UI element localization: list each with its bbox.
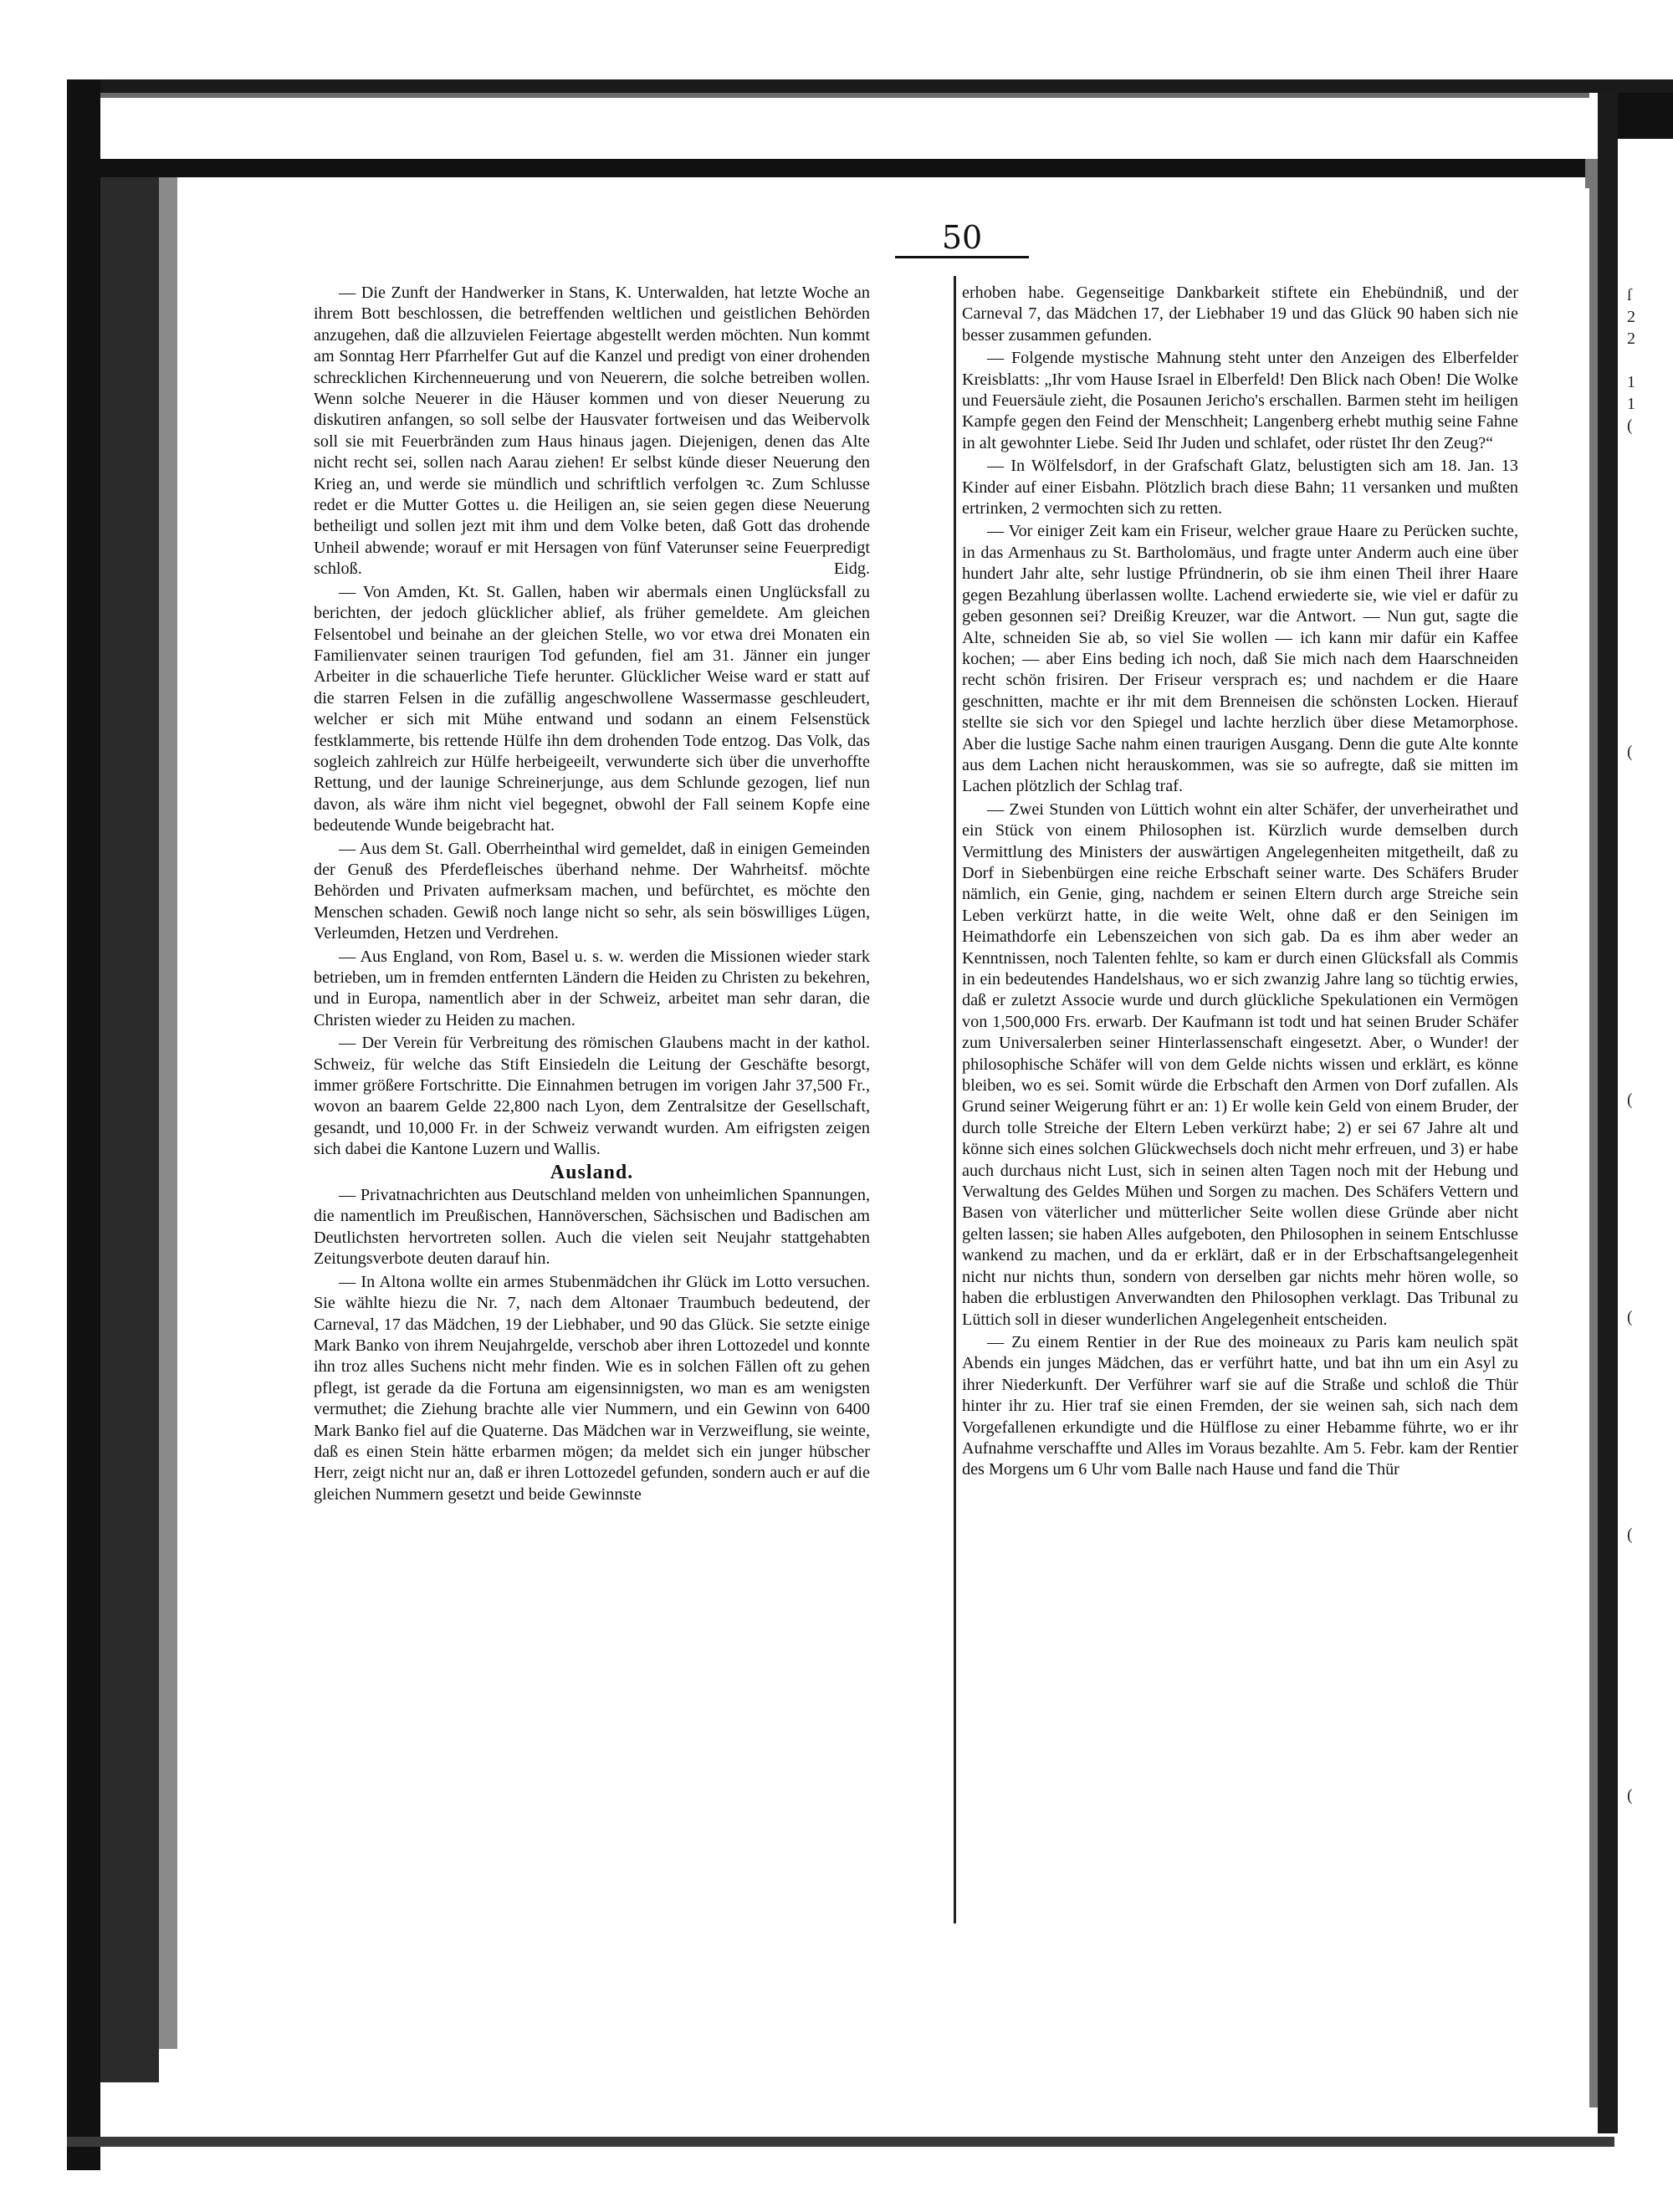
scan-edge-top-shadow [67, 93, 1589, 98]
edge-fragment [1627, 610, 1673, 632]
adjacent-page-fragment [1627, 284, 1673, 1805]
edge-fragment [1627, 458, 1673, 480]
article-text: — Zu einem Rentier in der Rue des moineaux zu Paris kam neulich spät Abends ein junges Mädchen, das er verführt hatte, und bat ihn um ein Asyl zu ihrer Niederkunft. Der Verführer warf sie auf die Straße und schloß die Thür hinter ihr zu. Hier traf sie einen Fremden, der sie weinen sah, sich nach dem Vorgefallenen erkundigte und die Hülflose zu einer Hebamme führte, wo er ihr Aufnahme verschaffte und Alles im Voraus bezahlte. Am 5. Febr. kam der Rentier des Morgens um 6 Uhr vom Balle nach Hause und fand die Thür [962, 1332, 1518, 1479]
edge-fragment [1627, 676, 1673, 697]
article-paragraph [962, 283, 1518, 346]
edge-fragment: 2 [1627, 330, 1635, 348]
edge-fragment [1627, 1154, 1673, 1176]
edge-fragment: ( [1627, 416, 1633, 435]
article-text: — Vor einiger Zeit kam ein Friseur, welcher graue Haare zu Perücken suchte, in das Armenhaus zu St. Bartholomäus, und fragte unter Anderm auch eine über hundert Jahr alte, sehr lustige Pfründnerin, ob sie ihm einen Theil ihrer Haare gegen Bezahlung überlassen wollte. Lachend erwiederte sie, wie viel er dafür zu geben gesonnen sei? Dreißig Kreuzer, war die Antwort. — Nun gut, sagte die Alte, schneiden Sie ab, so viel Sie wollen — ich kann mir dafür ein Kaffee kochen; — aber Eins beding ich noch, daß Sie mich nach dem Haarschneiden recht schön frisiren. Der Friseur versprach es; und nachdem er die Haare geschnitten, machte er ihr mit dem Brenneisen die schönsten Locken. Hierauf stellte sie sich vor den Spiegel und lachte herzlich über diese Metamorphose. Aber die lustige Sache nahm einen traurigen Ausgang. Denn die gute Alte konnte aus dem Lachen nicht herauskommen, was sie so aufregte, daß sie mitten im Lachen plötzlich der Schlag traf. [962, 522, 1518, 796]
edge-fragment [1627, 937, 1673, 958]
edge-fragment: 1 [1627, 373, 1635, 391]
edge-fragment [1627, 980, 1673, 1002]
edge-fragment [1627, 1024, 1673, 1045]
article-paragraph [962, 456, 1518, 519]
scan-edge-left [67, 79, 100, 2170]
edge-fragment [1627, 1763, 1673, 1785]
edge-fragment [1627, 1698, 1673, 1719]
article-text: — Zwei Stunden von Lüttich wohnt ein alter Schäfer, der unverheirathet und ein Stück von einem Philosophen ist. Kürzlich wurde demselben durch Vermittlung des Ministers der auswärtigen Angelegenheiten mitgetheilt, daß zu Dorf in Siebenbürgen eine reiche Erbschaft seiner warte. Des Schäfers Bruder nämlich, ein Genie, ging, nachdem er seinen Eltern durch arge Streiche sein Leben verkürzt hatte, in die weite Welt, ohne daß er den Seinigen im Heimathdorfe ein Lebenszeichen von sich gab. Da es ihm aber weder an Kenntnissen, noch Talenten fehlte, so kam er durch einen Glücksfall als Commis in ein bedeutendes Handelshaus, wo er sich zwanzig Jahre lang so tüchtig erwies, daß er zuletzt Associe wurde und durch glückliche Spekulationen ein Vermögen von 1,500,000 Frs. erwarb. Der Kaufmann ist todt und hat seinen Bruder Schäfer zum Universalerben seiner Hinterlassenschaft eingesetzt. Aber, o Wunder! der philosophische Schäfer will von dem Gelde nichts wissen und erklärt, es könne bleiben, wo es sei. Somit würde die Erbschaft den Armen von Dorf zufallen. Als Grund seiner Weigerung führt er an: 1) Er wolle kein Geld von einem Bruder, der durch tolle Streiche der Eltern Leben verkürzt habe; 2) er sei 67 Jahre alt und könne sich eines solchen Glückwechsels doch nicht mehr erfreuen, und 3) er habe auch durchaus nicht Lust, sich in seinen alten Tagen noch mit der Hebung und Verwaltung des Geldes Mühen und Sorgen zu machen. Des Schäfers Vettern und Basen von väterlicher und mütterlicher Seite wollen diese Gründe aber nicht gelten lassen; sie haben Alles aufgeboten, den Philosophen in seinem Entschlusse wankend zu machen, und da er erklärt, daß er in der Erbschaftsangelegenheit nicht nur nichts thun, sondern von derselben gar nichts mehr hören wolle, so haben die erblustigen Anverwandten den Philosophen verklagt. Das Tribunal zu Lüttich soll in dieser wunderlichen Angelegenheit entscheiden. [962, 799, 1518, 1329]
article-text: — Folgende mystische Mahnung steht unter den Anzeigen des Elberfelder Kreisblatts: „Ihr vom Hause Israel in Elberfeld! Den Blick nach Oben! Die Wolke und Feuersäule zieht, die Posaunen Jericho's erschallen. Barmen steht im heiligen Kampfe gegen den Feind der Menschheit; Langenberg erhebt muthig seine Fahne in alt gewohnter Liebe. Seid Ihr Juden und schlafet, oder rüstet Ihr den Zeug?“ [962, 349, 1518, 452]
edge-fragment [1627, 1719, 1673, 1741]
edge-fragment [1627, 784, 1673, 806]
scan-edge-top [67, 79, 1673, 93]
edge-fragment [1627, 1219, 1673, 1241]
edge-fragment [1627, 1328, 1673, 1350]
edge-fragment: ( [1627, 1786, 1633, 1805]
edge-fragment [1627, 763, 1673, 784]
edge-fragment [1627, 850, 1673, 871]
edge-fragment: 2 [1627, 308, 1635, 326]
edge-fragment [1627, 1676, 1673, 1698]
edge-fragment: ( [1627, 1308, 1633, 1326]
article-text: — In Wölfelsdorf, in der Grafschaft Glatz, belustigten sich am 18. Jan. 13 Kinder auf einer Eisbahn. Plötzlich brach diese Bahn; 11 versanken und mußten ertrinken, 2 vermochten sich zu retten. [962, 457, 1518, 519]
scan-edge-left-inner [100, 159, 159, 2082]
edge-fragment [1627, 1372, 1673, 1393]
edge-fragment [1627, 480, 1673, 502]
edge-fragment [1627, 1611, 1673, 1632]
scan-edge-bottom [67, 2137, 1614, 2147]
edge-fragment [1627, 828, 1673, 850]
article-paragraph [314, 582, 870, 837]
edge-fragment [1627, 806, 1673, 828]
edge-fragment [1627, 1176, 1673, 1198]
article-paragraph [314, 839, 870, 945]
edge-fragment: 1 [1627, 395, 1635, 413]
edge-fragment [1627, 1393, 1673, 1415]
article-text: erhoben habe. Gegenseitige Dankbarkeit stiftete ein Ehebündniß, und der Carneval 7, das Mädchen 17, der Liebhaber 19 und das Glück 90 haben sich nie besser zusammen gefunden. [962, 284, 1518, 345]
edge-fragment [1627, 1589, 1673, 1611]
edge-fragment [1627, 1741, 1673, 1763]
edge-fragment [1627, 893, 1673, 915]
edge-fragment [1627, 1132, 1673, 1154]
article-text: — Die Zunft der Handwerker in Stans, K. Unterwalden, hat letzte Woche an ihrem Bott beschlossen, die betreffenden weltlichen und geistlichen Behörden anzugehen, daß die allzuvielen Feiertage abgestellt werden möchten. Nun kommt am Sonntag Herr Pfarrhelfer Gut auf die Kanzel und predigt von einer drohenden schrecklichen Kirchenneuerung und von Neuerern, die solche betreiben wollen. Wenn solche Neuerer in die Häuser kommen und von dieser Neuerung zu diskutiren anfangen, so soll selbe der Hausvater fortweisen und das Weibervolk soll sie mit Feuerbränden zum Haus hinaus jagen. Diejenigen, denen das Alte nicht recht sei, sollen nach Aarau ziehen! Er selbst künde dieser Neuerung den Krieg an, und werde sie mündlich und schriftlich verfolgen ꝛc. Zum Schlusse redet er die Mutter Gottes u. die Heiligen an, sie seien gegen diese Neuerung betheiligt und sollen jezt mit ihm und dem Volke beten, daß Gott das drohende Unheil abwende; worauf er mit Hersagen von fünf Vaterunser seine Feuerpredigt schloß. [314, 284, 870, 579]
edge-fragment [1627, 1263, 1673, 1285]
edge-fragment [1627, 1654, 1673, 1676]
article-source: Eidg. [833, 559, 870, 579]
edge-fragment [1627, 1002, 1673, 1024]
edge-fragment [1627, 1415, 1673, 1437]
edge-fragment [1627, 654, 1673, 676]
edge-fragment [1627, 1632, 1673, 1654]
scan-edge-right-tab [1618, 93, 1673, 139]
edge-fragment: ſ [1627, 286, 1632, 304]
edge-fragment [1627, 1111, 1673, 1132]
article-paragraph [314, 1272, 870, 1505]
scan-edge-right [1598, 93, 1618, 2133]
edge-fragment [1627, 1806, 1673, 1828]
edge-fragment [1627, 567, 1673, 589]
edge-fragment [1627, 719, 1673, 741]
column-divider [954, 276, 956, 1923]
article-paragraph [314, 947, 870, 1032]
edge-fragment [1627, 958, 1673, 980]
section-heading: Ausland. [550, 1161, 634, 1183]
edge-fragment [1627, 1437, 1673, 1458]
article-text: — Von Amden, Kt. St. Gallen, haben wir abermals einen Unglücksfall zu berichten, der jedoch glücklicher ablief, als früher gemeldete. Am gleichen Felsentobel und beinahe an der gleichen Stelle, wo vor etwa drei Monaten ein Familienvater seinen traurigen Tod gefunden, fiel am 31. Jänner ein junger Arbeiter in die schauerliche Tiefe herunter. Glücklicher Weise ward er statt auf die starren Felsen in die zufällig angeschwollene Wassermasse geschleudert, welcher er sich mit Mühe entwand und sodann an einem Felsenstück festklammerte, bis rettende Hülfe ihn dem drohenden Tode entzog. Das Volk, das sogleich zahlreich zur Hülfe herbeigeeilt, verwunderte sich über die unverhoffte Rettung, und der launige Schreinerjunge, aus dem Schlunde gezogen, lief nun davon, als wäre ihm nicht viel begegnet, obwohl der Fall seinem Kopfe eine bedeutende Wunde beigebracht hat. [314, 582, 870, 835]
edge-fragment [1627, 1285, 1673, 1306]
edge-fragment [1627, 1850, 1673, 1872]
article-paragraph [962, 348, 1518, 454]
edge-fragment [1627, 589, 1673, 610]
article-paragraph [314, 1185, 870, 1270]
article-text: — Privatnachrichten aus Deutschland melden von unheimlichen Spannungen, die namentlich im Preußischen, Hannöverschen, Sächsischen und Badischen am Deutlichsten hervortreten sollen. Auch die vielen seit Neujahr stattgehabten Zeitungsverbote deuten darauf hin. [314, 1186, 870, 1269]
edge-fragment [1627, 524, 1673, 545]
edge-fragment: ( [1627, 743, 1633, 761]
edge-fragment: ( [1627, 1091, 1633, 1109]
edge-fragment [1627, 1458, 1673, 1480]
edge-fragment [1627, 437, 1673, 458]
scan-edge-page-top [100, 159, 1589, 177]
edge-fragment [1627, 1545, 1673, 1567]
edge-fragment [1627, 915, 1673, 937]
article-paragraph [314, 1033, 870, 1160]
page-number: 50 [941, 219, 983, 256]
right-column [962, 283, 1518, 1955]
article-paragraph [962, 521, 1518, 797]
edge-fragment [1627, 1350, 1673, 1372]
edge-fragment [1627, 502, 1673, 524]
edge-fragment [1627, 632, 1673, 654]
edge-fragment [1627, 350, 1673, 371]
article-paragraph [962, 1332, 1518, 1481]
article-text: — In Altona wollte ein armes Stubenmädchen ihr Glück im Lotto versuchen. Sie wählte hiezu die Nr. 7, nach dem Altonaer Traumbuch bedeutend, der Carneval, 17 das Mädchen, 19 der Liebhaber, und 90 das Glück. Sie setzte einige Mark Banko von ihrem Neujahrgelde, verschob aber ihren Lottozedel und konnte ihn troz alles Suchens nicht mehr finden. Wie es in solchen Fällen oft zu gehen pflegt, ist gerade da die Fortuna am eigensinnigsten, wo man es am wenigsten vermuthet; die Ziehung brachte alle vier Nummern, und ein Gewinn von 6400 Mark Banko fiel auf die Quaterne. Das Mädchen war in Verzweiflung, sie weinte, daß es einen Stein hätte erbarmen mögen; da meldet sich ein junger hübscher Herr, zeigt nicht nur an, daß er ihren Lottozedel gefunden, sondern auch er auf die gleichen Nummern gesetzt und beide Gewinnste [314, 1272, 870, 1504]
article-paragraph [962, 799, 1518, 1331]
edge-fragment [1627, 1198, 1673, 1219]
edge-fragment [1627, 1241, 1673, 1263]
article-text: — Der Verein für Verbreitung des römischen Glaubens macht in der kathol. Schweiz, für welche das Stift Einsiedeln die Leitung der Geschäfte besorgt, immer größere Fortschritte. Die Einnahmen betrugen im vorigen Jahr 37,500 Fr., wovon an baarem Gelde 22,800 nach Lyon, dem Zentralsitze der Gesellschaft, gesandt, und 10,000 Fr. in der Schweiz verwandt wurden. Am eifrigsten zeigen sich dabei die Kantone Luzern und Wallis. [314, 1034, 870, 1159]
article-text: — Aus dem St. Gall. Oberrheinthal wird gemeldet, daß in einigen Gemeinden der Genuß des Pferdefleisches überhand nehme. Der Wahrheitsf. möchte Behörden und Privaten aufmerksam machen, und befürchtet, es möchte den Menschen schaden. Gewiß noch lange nicht so sehr, als sein böswilliges Lügen, Verleumden, Hetzen und Verdrehen. [314, 839, 870, 943]
edge-fragment [1627, 545, 1673, 567]
edge-fragment [1627, 1480, 1673, 1502]
article-paragraph [314, 283, 870, 580]
edge-fragment [1627, 1502, 1673, 1524]
edge-fragment [1627, 1828, 1673, 1850]
edge-fragment [1627, 871, 1673, 893]
edge-fragment [1627, 697, 1673, 719]
edge-fragment [1627, 1045, 1673, 1067]
page-number-rule [895, 256, 1029, 258]
article-text: — Aus England, von Rom, Basel u. s. w. werden die Missionen wieder stark betrieben, um in fremden entfernten Ländern die Heiden zu Christen zu bekehren, und in Europa, namentlich aber in der Schweiz, arbeitet man sehr daran, die Christen wieder zu Heiden zu machen. [314, 947, 870, 1029]
edge-fragment [1627, 1067, 1673, 1089]
edge-fragment [1627, 1567, 1673, 1589]
edge-fragment: ( [1627, 1525, 1633, 1544]
left-column [314, 283, 870, 1955]
scan-edge-left-shadow [159, 167, 177, 2049]
edge-fragment [1627, 1872, 1673, 1893]
